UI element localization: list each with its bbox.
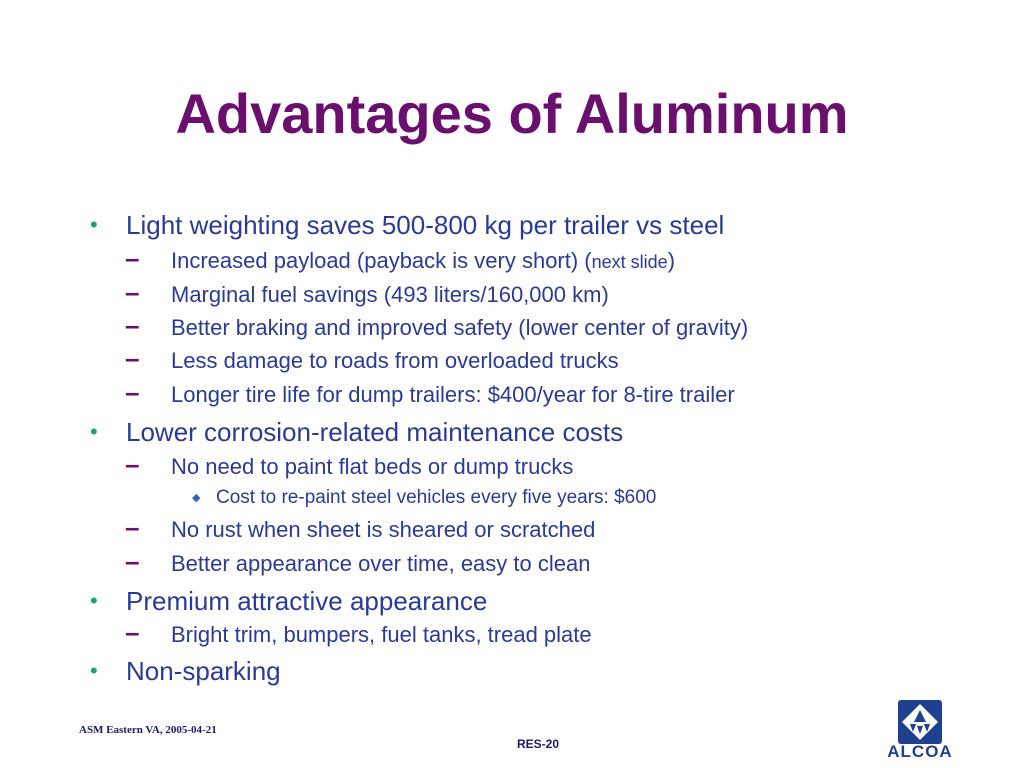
bullet-item — [90, 656, 281, 686]
bullet-item — [125, 512, 596, 543]
dash-marker: – — [125, 617, 140, 647]
dash-marker: – — [125, 377, 140, 407]
dash-marker: – — [125, 310, 140, 340]
bullet-item — [125, 377, 735, 408]
dash-marker: – — [125, 512, 140, 542]
bullet-text-small: next slide — [591, 252, 668, 272]
bullet-item — [125, 277, 609, 308]
alcoa-triangle-icon — [898, 700, 942, 744]
dash-marker: – — [125, 449, 140, 479]
bullet-text: Longer tire life for dump trailers: $400/year for 8-tire trailer — [171, 382, 735, 407]
diamond-marker: ◆ — [192, 492, 201, 504]
bullet-text: Better appearance over time, easy to clean — [171, 551, 591, 576]
bullet-marker: • — [90, 212, 98, 237]
bullet-item — [125, 617, 592, 648]
bullet-marker: • — [90, 419, 98, 444]
bullet-marker: • — [90, 588, 98, 613]
bullet-text: Light weighting saves 500-800 kg per trailer vs steel — [126, 210, 725, 240]
bullet-item — [125, 343, 619, 374]
bullet-text: Better braking and improved safety (lower center of gravity) — [171, 315, 749, 340]
dash-marker: – — [125, 343, 140, 373]
bullet-item — [125, 546, 591, 577]
bullet-text: Bright trim, bumpers, fuel tanks, tread plate — [171, 622, 592, 647]
alcoa-logo — [880, 700, 960, 762]
bullet-text: Cost to re-paint steel vehicles every five years: $600 — [216, 487, 657, 508]
bullet-item — [125, 449, 574, 480]
bullet-item — [125, 243, 676, 275]
slide-title: Advantages of Aluminum — [175, 82, 849, 145]
dash-marker: – — [125, 546, 140, 576]
bullet-marker: • — [90, 658, 98, 683]
bullet-text: Marginal fuel savings (493 liters/160,000 km) — [171, 282, 609, 307]
bullet-text: Premium attractive appearance — [126, 586, 488, 616]
dash-marker: – — [125, 243, 140, 273]
alcoa-wordmark: ALCOA — [887, 742, 953, 761]
bullet-text-suffix: ) — [667, 248, 676, 273]
bullet-item — [125, 310, 749, 341]
bullet-item — [90, 210, 725, 240]
bullet-item — [90, 417, 624, 447]
bullet-text: No rust when sheet is sheared or scratched — [171, 517, 596, 542]
bullet-item — [192, 487, 657, 509]
bullet-text: No need to paint flat beds or dump trucks — [171, 454, 574, 479]
bullet-text: Less damage to roads from overloaded trucks — [171, 348, 619, 373]
bullet-text: Increased payload (payback is very short) ( — [171, 248, 592, 273]
bullet-item — [90, 586, 488, 616]
footer-slide-code: RES-20 — [517, 737, 560, 751]
footer-event-label: ASM Eastern VA, 2005-04-21 — [79, 724, 217, 736]
bullet-text: Lower corrosion-related maintenance costs — [126, 417, 624, 447]
bullet-text: Non-sparking — [126, 656, 281, 686]
dash-marker: – — [125, 277, 140, 307]
